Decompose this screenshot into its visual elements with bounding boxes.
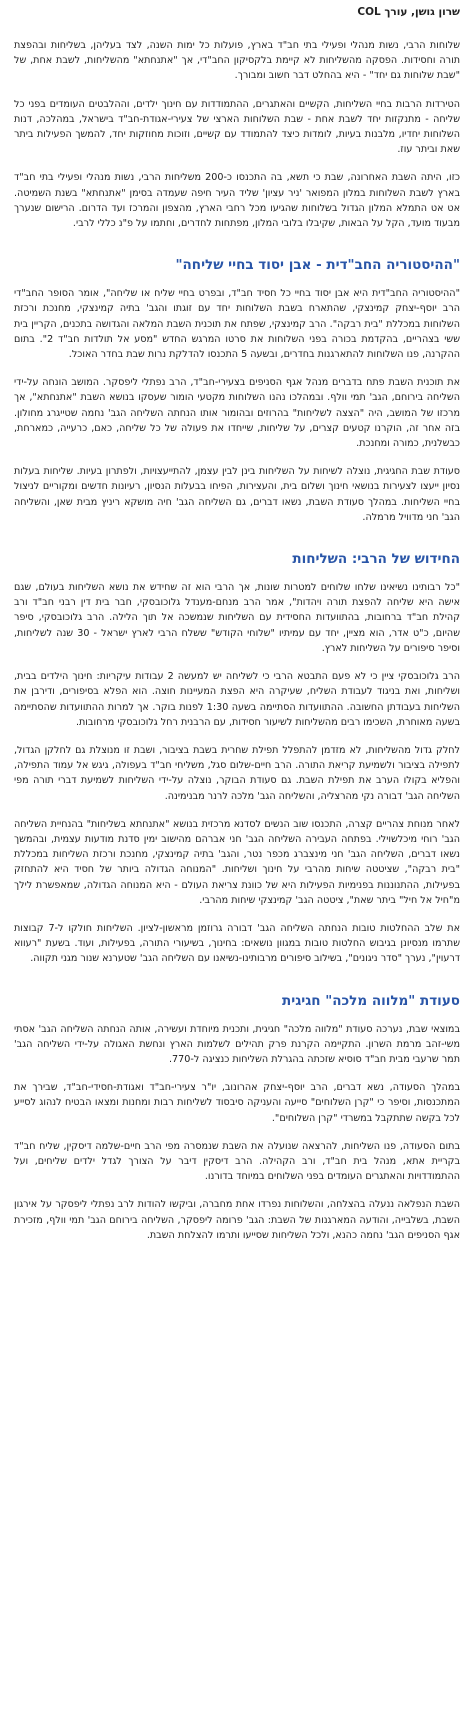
melave-paragraph-4: השבת הנפלאה ננעלה בהצלחה, והשלוחות נפרדו אחת מחברה, וביקשו להודות לרב נפתלי ליפסקר על אירגון השבת, בשלבייה, והודעה המארגנות של השבת: הגב' פרומה ליפסקר, השליחה בירוחם הגב' תמי וולף, מזכירת אגף הסניפים הגב' נחמה כהנא, ולכל השליחות שסייעו ותרמו להצלחת השבת. [14,1199,460,1241]
melave-paragraph-3: בתום הסעודה, פנו השליחות, להרצאה שנועלה את השבת שנמסרה מפי הרב חיים-שלמה דיסקין, שליח חב"ד בקריית אתא, מנהל בית חב"ד, ורב הקהילה. הרב דיסקין דיבר על הצורך לגדל ילדים שליחים, ועל ההתמודדויות והאתגרים העומדים בפני השלוחים במיוחד בדורנו. [14,1140,460,1183]
innovation-paragraph-3: לחלק גדול מהשליחות, לא מזדמן להתפלל תפילת שחרית בשבת בציבור, ושבת זו מנוצלת גם לחלקן הגדול, לתפילה בציבור ולשמיעת קריאת התורה. הרב חיים-שלום סגל, משליחי חב"ד בעפולה, גיגש אל עמוד התפילה, והפליא בקולו הערב את תפילת השבת. גם סעודת הבוקר, נוצלה על-ידי השליחות לשמיעת דברי תורה מפי השליחה הגב' דבורה נקי מהרצליה, והשליחה הגב' מלכה לרנר מבנימינה. [14,744,460,802]
history-paragraph-2: את תוכנית השבת פתח בדברים מנהל אגף הסניפים בצעירי-חב"ד, הרב נפתלי ליפסקר. המושב הונחה על-ידי השליחה בירוחם, הגב' תמי וולף. ובמהלכו נהנו השלוחות מקטעי הומור שעסקו בנושא השבת "אתנחתא", אך מרכזו של המושב, היה "הצצה לשליחות" בהרוזים ובהומור אותו הנחתה השליחה הגב' נחמה שטייגרג מחולון. בזה אחר זה, הוקרנו קטעים קצרים, על שליחות, שייחדו את פעולה של כל שליחה, כאם, כרעייה, כמארחת, כבשלנית, כמורה ומחנכת. [14,377,460,450]
intro-paragraph-3: כזו, היתה השבת האחרונה, שבת כי תשא, בה התכנסו כ-200 משליחות הרבי, נשות מנהלי ופעילי בתי חב"ד בארץ לשבת השלוחות במלון המפואר 'ניר עציון' שליד העיר חיפה שעמדה בסימן "אתנחתא" בשנת השמיטה. אט אט התמלא המלון הגדול בשלוחות שהגיעו מכל רחבי הארץ, מהצפון והמרכז ועד הדרום. הרישום שנערך מבעוד מועד, הקל על הבאות, שקיבלו בלובי המלון, מפתחות לחדרים, וחתמו על פ"נ כללי לרבי. [14,172,460,230]
intro-paragraph-2: הטירדות הרבות בחיי השליחות, הקשיים והאתגרים, ההתמודדות עם חינוך ילדים, וההלבטים העומדים בפני כל שליחה - מתנקזות יחד לשבת אחת - שבת השלוחות הארצי של צעירי-אגודת-חב"ד בישראל, במהלכה, דנות השלוחות יחדיו, מלבנות בעיות, לומדות כיצד להתמודד עם קשיים, וזוכות מחוזקות יחד, להמשך הפעילות ביתר שאת וביתר עוז. [14,98,460,156]
section-heading-melave-malka: סעודת "מלווה מלכה" חגיגית [282,992,460,1009]
history-paragraph-3: סעודת שבת החגיגית, נוצלה לשיחות על השליחות בינן לבין עצמן, להתייעצויות, ולפתרון בעיות. שליחות בעלות נסיון ייעצו לצעירות בנושאי חינוך ושלום בית, והעצירות, הפיחו בבעלות הנסיון, רעיונות חדשים ומקוריים לניצול בחיי השליחות. במהלך סעודת השבת, נשאו דברים, גם השליחה הגב' חיה מושקא ריניץ מבית שאן, והשליחה הגב' חני מדוויל מרמלה. [14,466,460,523]
melave-paragraph-1: במוצאי שבת, נערכה סעודת "מלווה מלכה" חגיגית, ותכנית מיוחדת ועשירה, אותה הנחתה השליחה הגב' אסתי משי-זהב מרמת השרון. התקיימה הקרנת פרק תהילים לשלמות הארץ ונחשת האגולה על-ידי השליחה הגב' תמר שרעבי מבית חב"ד סוסיא שזכתה בהגרלת השליחות כנציגה ל-770. [14,1023,460,1065]
innovation-paragraph-1: "כל רבותינו נשיאינו שלחו שלוחים למטרות שונות, אך הרבי הוא זה שחידש את נושא השליחות בעולם, שגם אישה היא שליחה להפצת תורה ויהדות", אמר הרב מנחם-מענדל גלוכובסקי, חבר בית דין רבני חב"ד ורב קהילת חב"ד ברחובות, בהתוועדות החסידית עם השליחות שנמשכה אל תוך הלילה. הרב גלוכובסקי, סיפר שהיום, כ"ט אדר, הוא מציין, יחד עם עמיתיו "שלוחי הקודש" ששלח הרבי לארץ ישראל - 30 שנה לשליחות, וסיפר סיפורים על השליחות לארץ. [14,582,460,654]
byline: שרון גושן, עורך COL [357,6,460,18]
intro-paragraph-1: שלוחות הרבי, נשות מנהלי ופעילי בתי חב"ד בארץ, פועלות כל ימות השנה, לצד בעליהן, בשליחות ובהפצת תורה וחסידות. הפסקה מהשליחות לא קיימת בלקסיקון החב"די, אך "אתנחתא" מהשליחות, לשבת אחת, של "שבת שלוחות גם יחד" - היא בהחלט דבר חשוב ומבורך. [14,40,460,82]
melave-paragraph-2: במהלך הסעודה, נשא דברים, הרב יוסף-יצחק אהרונוב, יו"ר צעירי-חב"ד ואגודת-חסידי-חב"ד, שבירך את המתכנסות, וסיפר כי "קרן השלוחים" סייעה והעניקה סיבסוד לשליחות רבות ומחנות ומצאו הבטיח לנהוג לסייע לכל בקשה שתתקבל במשרדי "קרן השלוחים". [14,1082,460,1124]
history-paragraph-1: "ההיסטוריה החב"דית היא אבן יסוד בחיי כל חסיד חב"ד, ובפרט בחיי שליח או שליחה", אומר הסופר החב"די הרב יוסף-יצחק קמינצקי, שהתארח בשבת השלוחות יחד עם זוגתו והגב' בתיה קמינצקי, מחנכת ורכזת השלוחות במכללת "בית רבקה". הרב קמינצקי, שפתח את תוכנית השבת המלאה והגדושה בתכנים, הקריין בית ששי בצהריים, בהקדמת בכורה בפני השלוחות את סרטו המרגש החדש "מסע אל תולדות חב"ד 2". בתום ההקרנה, פנו השלוחות להתארגנות בחדרים, ובשעה 5 התכנסו להדלקת נרות שבת בחדר האוכל. [14,288,461,361]
workshop-paragraph-1: לאחר מנוחת צהריים קצרה, התכנסו שוב הנשים לסדנא מרכזית בנושא "אתנחתא בשליחות" בהנחיית השליחה הגב' רוחי מיכלשוילי. בפתחה העבירה השליחה הגב' חני אברהם מהישוב ימין סדנת מודעות עצמית, ובהמשך נשאו דברים, השליחה הגב' חני מינצברג מכפר נטר, והגב' בתיה קמינצקי, מחנכת ורכזת השליחות במכללת "בית רבקה", שציטטה שיחות מהרבי על חינוך ושליחות. "המנוחה הגדולה ביותר של חסיד היא להתחזק בפעילות, ההתנוננות בפנימיות הפעילות היא של כוונת צריאת העולם - היא המנוחה הגדולה, שמאפשרת לילך מ"חיל אל חיל" ביתר שאת", ציטטה הגב' קמינצקי שיחות מהרבי. [14,818,460,906]
workshop-paragraph-2: את שלב ההחלטות טובות הנחתה השליחה הגב' דבורה גרוזמן מראשון-לציון. השליחות חולקו ל-7 קבוצות שתרמו מנסיונן בגיבוש החלטות טובות במגוון נושאים: בחינוך, בשיעורי התורה, בפעילות, ועוד. בשעת "רעווא דרעוין", נערך "סדר ניגונים", בשילוב סיפורים מרבותינו-נשיאנו עם השליחה הגב' שטערנא שנור מגני תקווה. [14,922,460,965]
section-heading-innovation: החידוש של הרבי: השליחות [292,551,460,568]
section-heading-history: "ההיסטוריה החב"דית - אבן יסוד בחיי שליחה" [175,257,460,274]
innovation-paragraph-2: הרב גלוכובסקי ציין כי לא פעם התבטא הרבי כי לשליחה יש למעשה 2 עבודות עיקריות: חינוך הילדים בבית, ושליחות, ואת בניגוד לעבודת השליח, שעיקרה היא הפצת המעיינות חוצה. הוא הפלא בסיפורים, ודירבן את השליחות בעבודתן החשובה. ההתוועדות הסתיימה בשעה 1:30 לפנות בוקר. אך למרות ההתוועדות שהסתיימה בשעה מאוחרת, השכימו רבים מהשליחות לשיעור חסידות, עם הרבנית רחל גלוכובסקי מרחובות. [14,671,460,728]
